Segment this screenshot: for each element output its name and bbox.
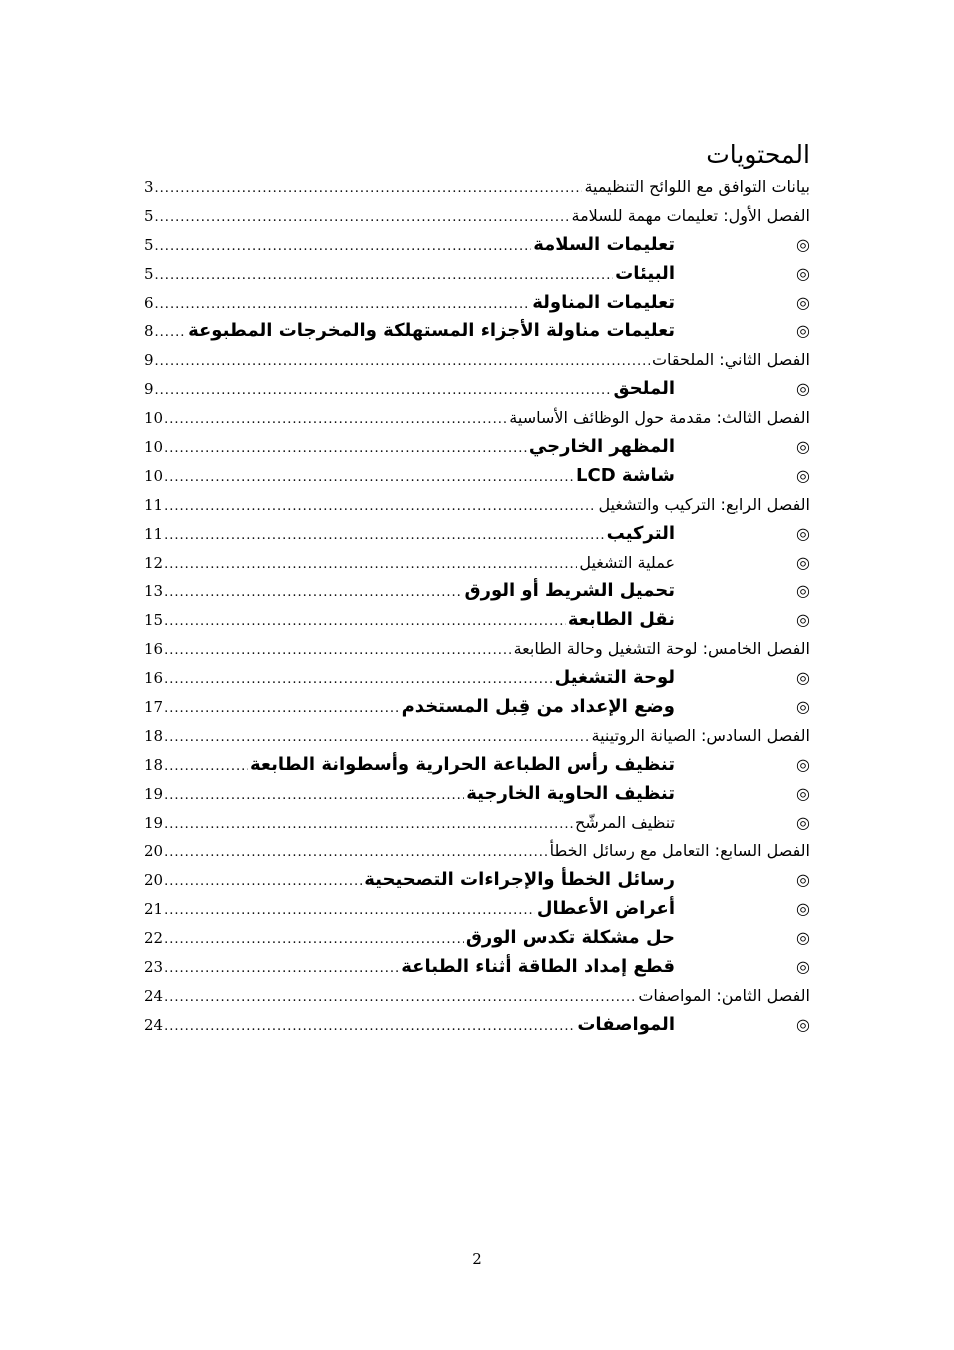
table-of-contents	[144, 173, 810, 1040]
page-number: 2	[472, 1250, 482, 1268]
dot-leader	[164, 984, 636, 1013]
toc-section-entry[interactable]	[144, 433, 810, 462]
toc-entry-page-number: 6	[144, 293, 154, 312]
toc-entry-page-number: 5	[144, 264, 154, 283]
bullet-circle-icon: ◎	[796, 812, 810, 832]
toc-entry-page-number: 19	[144, 813, 164, 832]
dot-leader	[155, 319, 187, 348]
toc-entry-title: المواصفات	[577, 1013, 675, 1035]
dot-leader	[164, 406, 507, 435]
toc-entry-title: الفصل السابع: التعامل مع رسائل الخطأ	[549, 841, 810, 861]
bullet-circle-icon: ◎	[796, 321, 810, 341]
toc-entry-page-number: 22	[144, 929, 164, 948]
dot-leader	[155, 262, 614, 291]
bullet-circle-icon: ◎	[796, 783, 810, 803]
toc-entry-title: الفصل الخامس: لوحة التشغيل وحالة الطابعة	[513, 639, 810, 659]
dot-leader	[164, 464, 574, 493]
toc-entry-page-number: 15	[144, 611, 164, 630]
toc-entry-page-number: 10	[144, 438, 164, 457]
toc-chapter-entry[interactable]	[144, 173, 810, 202]
toc-entry-page-number: 10	[144, 466, 164, 485]
toc-section-entry[interactable]	[144, 780, 810, 809]
dot-leader	[164, 753, 248, 782]
toc-entry-title: رسائل الخطأ والإجراءات التصحيحية	[364, 869, 675, 891]
toc-section-entry[interactable]	[144, 289, 810, 318]
bullet-circle-icon: ◎	[796, 957, 810, 977]
toc-entry-title: تعليمات السلامة	[533, 233, 675, 255]
toc-entry-title: تنظيف المرشّح	[574, 812, 675, 832]
toc-entry-page-number: 18	[144, 726, 164, 745]
bullet-circle-icon: ◎	[796, 437, 810, 457]
toc-chapter-entry[interactable]	[144, 491, 810, 520]
dot-leader	[164, 435, 527, 464]
toc-entry-page-number: 16	[144, 669, 164, 688]
toc-entry-title: تعليمات المناولة	[532, 291, 675, 313]
bullet-circle-icon: ◎	[796, 552, 810, 572]
toc-section-entry[interactable]	[144, 924, 810, 953]
bullet-circle-icon: ◎	[796, 379, 810, 399]
toc-entry-title: أعراض الأعطال	[536, 898, 675, 920]
toc-chapter-entry[interactable]	[144, 202, 810, 231]
toc-section-entry[interactable]	[144, 462, 810, 491]
dot-leader	[155, 233, 532, 262]
dot-leader	[164, 897, 535, 926]
dot-leader	[164, 522, 605, 551]
toc-entry-title: الفصل الثامن: المواصفات	[638, 985, 810, 1005]
toc-entry-page-number: 9	[144, 351, 154, 370]
toc-section-entry[interactable]	[144, 317, 810, 346]
toc-entry-page-number: 17	[144, 698, 164, 717]
dot-leader	[164, 579, 462, 608]
toc-entry-page-number: 11	[144, 524, 164, 543]
dot-leader	[155, 204, 570, 233]
bullet-circle-icon: ◎	[796, 465, 810, 485]
toc-entry-page-number: 20	[144, 871, 164, 890]
toc-entry-page-number: 16	[144, 640, 164, 659]
toc-section-entry[interactable]	[144, 375, 810, 404]
toc-entry-page-number: 10	[144, 409, 164, 428]
toc-section-entry[interactable]	[144, 577, 810, 606]
dot-leader	[164, 955, 399, 984]
toc-entry-title: المظهر الخارجي	[528, 436, 675, 458]
bullet-circle-icon: ◎	[796, 263, 810, 283]
dot-leader	[164, 695, 400, 724]
toc-section-entry[interactable]	[144, 664, 810, 693]
dot-leader	[164, 666, 553, 695]
bullet-circle-icon: ◎	[796, 234, 810, 254]
page-title: المحتويات	[706, 139, 810, 169]
toc-entry-title: الفصل الثاني: الملحقات	[651, 350, 810, 370]
dot-leader	[164, 637, 511, 666]
bullet-circle-icon: ◎	[796, 928, 810, 948]
toc-entry-page-number: 20	[144, 842, 164, 861]
toc-entry-title: الملحق	[613, 378, 675, 400]
toc-entry-title: قطع إمداد الطاقة أثناء الطباعة	[401, 956, 675, 978]
dot-leader	[164, 782, 464, 811]
toc-entry-page-number: 5	[144, 235, 154, 254]
toc-entry-page-number: 11	[144, 495, 164, 514]
dot-leader	[164, 551, 577, 580]
bullet-circle-icon: ◎	[796, 1014, 810, 1034]
toc-entry-page-number: 13	[144, 582, 164, 601]
bullet-circle-icon: ◎	[796, 697, 810, 717]
dot-leader	[155, 348, 650, 377]
toc-entry-title: نقل الطابعة	[567, 609, 675, 631]
toc-chapter-entry[interactable]	[144, 982, 810, 1011]
toc-section-entry[interactable]	[144, 1011, 810, 1040]
dot-leader	[155, 377, 612, 406]
toc-entry-title: تنظيف رأس الطباعة الحرارية وأسطوانة الطابعة	[250, 753, 675, 775]
toc-entry-page-number: 24	[144, 986, 164, 1005]
bullet-circle-icon: ◎	[796, 899, 810, 919]
toc-entry-title: حل مشكلة تكدس الورق	[465, 927, 675, 949]
toc-entry-title: التركيب	[606, 522, 675, 544]
dot-leader	[164, 493, 596, 522]
dot-leader	[164, 839, 548, 868]
toc-entry-title: البيئات	[615, 262, 675, 284]
dot-leader	[164, 1013, 575, 1042]
toc-chapter-entry[interactable]	[144, 404, 810, 433]
toc-section-entry[interactable]	[144, 549, 810, 578]
toc-entry-page-number: 5	[144, 206, 154, 225]
toc-entry-title: تعليمات مناولة الأجزاء المستهلكة والمخرجات المطبوعة	[188, 320, 675, 342]
toc-section-entry[interactable]	[144, 895, 810, 924]
toc-entry-title: وضع الإعداد من قِبل المستخدم	[401, 696, 675, 718]
toc-entry-title: عملية التشغيل	[579, 552, 675, 572]
toc-section-entry[interactable]	[144, 693, 810, 722]
toc-entry-title: الفصل الثالث: مقدمة حول الوظائف الأساسية	[509, 408, 810, 428]
toc-entry-title: لوحة التشغيل	[554, 667, 675, 689]
toc-section-entry[interactable]	[144, 809, 810, 838]
toc-section-entry[interactable]	[144, 520, 810, 549]
toc-section-entry[interactable]	[144, 866, 810, 895]
toc-section-entry[interactable]	[144, 953, 810, 982]
bullet-circle-icon: ◎	[796, 581, 810, 601]
toc-chapter-entry[interactable]	[144, 635, 810, 664]
toc-section-entry[interactable]	[144, 606, 810, 635]
dot-leader	[155, 175, 583, 204]
toc-entry-page-number: 21	[144, 900, 164, 919]
toc-entry-page-number: 8	[144, 322, 154, 341]
toc-entry-page-number: 3	[144, 178, 154, 196]
toc-entry-page-number: 24	[144, 1015, 164, 1034]
bullet-circle-icon: ◎	[796, 610, 810, 630]
toc-section-entry[interactable]	[144, 260, 810, 289]
toc-section-entry[interactable]	[144, 231, 810, 260]
toc-entry-title: تحميل الشريط أو الورق	[464, 580, 675, 602]
toc-chapter-entry[interactable]	[144, 837, 810, 866]
toc-entry-title: الفصل السادس: الصيانة الروتينية	[591, 725, 810, 745]
toc-chapter-entry[interactable]	[144, 346, 810, 375]
bullet-circle-icon: ◎	[796, 754, 810, 774]
toc-entry-title: شاشة LCD	[576, 464, 675, 486]
toc-entry-title: الفصل الأول: تعليمات مهمة للسلامة	[571, 205, 810, 225]
bullet-circle-icon: ◎	[796, 668, 810, 688]
toc-entry-page-number: 23	[144, 958, 164, 977]
toc-entry-page-number: 9	[144, 380, 154, 399]
bullet-circle-icon: ◎	[796, 523, 810, 543]
toc-entry-page-number: 12	[144, 553, 164, 572]
dot-leader	[164, 926, 464, 955]
dot-leader	[155, 291, 531, 320]
toc-entry-page-number: 19	[144, 784, 164, 803]
toc-chapter-entry[interactable]	[144, 722, 810, 751]
toc-entry-page-number: 18	[144, 755, 164, 774]
dot-leader	[164, 608, 566, 637]
bullet-circle-icon: ◎	[796, 870, 810, 890]
toc-entry-title: بيانات التوافق مع اللوائح التنظيمية	[584, 177, 810, 196]
dot-leader	[164, 724, 589, 753]
toc-entry-title: الفصل الرابع: التركيب والتشغيل	[598, 494, 810, 514]
bullet-circle-icon: ◎	[796, 292, 810, 312]
toc-entry-title: تنظيف الحاوية الخارجية	[466, 782, 675, 804]
toc-section-entry[interactable]	[144, 751, 810, 780]
dot-leader	[164, 868, 362, 897]
dot-leader	[164, 811, 573, 840]
